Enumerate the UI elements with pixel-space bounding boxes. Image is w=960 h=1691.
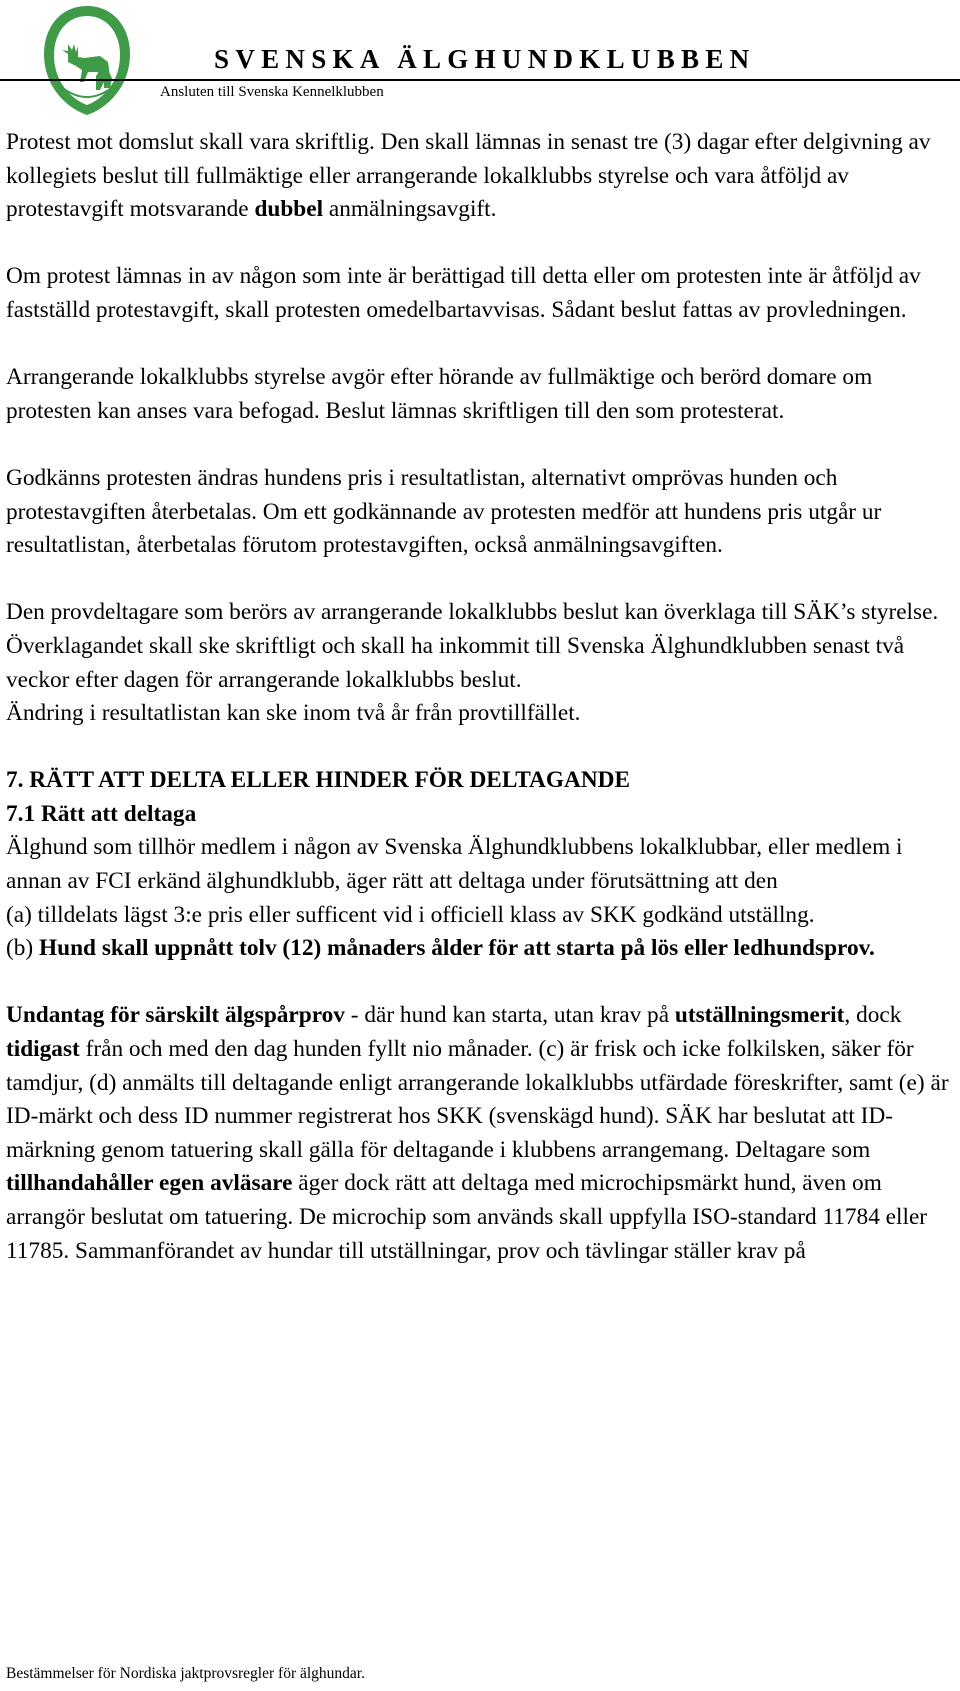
emphasis-text: Undantag för särskilt älgspårprov (6, 1002, 345, 1029)
emphasis-text: tillhandahåller egen avläsare (6, 1170, 293, 1197)
paragraph-result-change: Ändring i resultatlistan kan ske inom två år från provtillfället. (6, 700, 581, 727)
organization-subtitle: Ansluten till Svenska Kennelklubben (160, 84, 384, 100)
paragraph-text: äger dock rätt att deltaga med microchipsmärkt hund, även om arrangör beslutat om tatuering. De microchip som används skall uppfylla ISO-standard 11784 eller 11785. Sammanförandet av hundar till utställningar, prov och tävlingar ställer krav på (6, 1170, 928, 1264)
paragraph-protest-rejection: Om protest lämnas in av någon som inte är berättigad till detta eller om protesten inte är åtföljd av fastställd protestavgift, skall protesten omedelbartavvisas. Sådant beslut fattas av provledningen. (6, 263, 921, 323)
emphasis-text: dubbel (254, 196, 324, 223)
paragraph-exception (6, 999, 956, 1268)
paragraph-protest-approved: Godkänns protesten ändras hundens pris i resultatlistan, alternativt omprövas hunden och protestavgiften återbetalas. Om ett godkännande av protesten medför att hundens pris utgår ur resultatlistan, återbetalas förutom protestavgiften, också anmälningsavgiften. (6, 464, 882, 559)
section-heading: 7. RÄTT ATT DELTA ELLER HINDER FÖR DELTAGANDE (6, 767, 631, 794)
document-body (6, 126, 956, 1268)
page-footer: Bestämmelser för Nordiska jaktprovsregler för älghundar. (6, 1665, 365, 1682)
paragraph-appeal: Den provdeltagare som berörs av arrangerande lokalklubbs beslut kan överklaga till SÄK’s styrelse. Överklagandet skall ske skriftligt och skall ha inkommit till Svenska Älghundklubben senast två veckor efter dagen för arrangerande lokalklubbs beslut. (6, 599, 939, 693)
paragraph-text: Protest mot domslut skall vara skriftlig. Den skall lämnas in senast tre (3) dagar efter delgivning av kollegiets beslut till fullmäktige eller arrangerande lokalklubbs styrelse och vara åtföljd av protestavgift motsvarande (6, 129, 931, 223)
page-header (0, 0, 960, 120)
paragraph-condition-a: (a) tilldelats lägst 3:e pris eller sufficent vid i officiell klass av SKK godkänd utställng. (6, 901, 815, 928)
club-logo-icon (38, 2, 136, 118)
paragraph-board-decision: Arrangerande lokalklubbs styrelse avgör efter hörande av fullmäktige och berörd domare om protesten kan anses vara befogad. Beslut lämnas skriftligen till den som protesterat. (6, 364, 873, 424)
paragraph-protest-written (6, 126, 956, 227)
emphasis-text: Hund skall uppnått tolv (12) månaders ålder för att starta på lös eller ledhundsprov. (39, 935, 875, 962)
paragraph-text: från och med den dag hunden fyllt nio månader. (c) är frisk och icke folkilsken, säker för tamdjur, (d) anmälts till deltagande enligt arrangerande lokalklubbs utfärdade föreskrifter, samt (e) är ID-märkt och dess ID nummer registrerat hos SKK (svenskägd hund). SÄK har beslutat att ID-märkning genom tatuering skall gälla för deltagande i klubbens arrangemang. Deltagare som (6, 1036, 949, 1163)
emphasis-text: tidigast (6, 1036, 80, 1063)
header-divider (0, 79, 960, 81)
paragraph-text: , dock (844, 1002, 902, 1029)
paragraph-condition-b (6, 932, 956, 966)
subsection-heading: 7.1 Rätt att deltaga (6, 800, 197, 827)
paragraph-text: - där hund kan starta, utan krav på (344, 1002, 675, 1029)
emphasis-text: utställningsmerit (674, 1002, 845, 1029)
paragraph-text: anmälningsavgift. (323, 196, 497, 223)
paragraph-eligibility: Älghund som tillhör medlem i någon av Svenska Älghundklubbens lokalklubbar, eller medlem i annan av FCI erkänd älghundklubb, äger rätt att deltaga under förutsättning att den (6, 834, 903, 895)
paragraph-text: (b) (6, 935, 39, 962)
organization-name: SVENSKA ÄLGHUNDKLUBBEN (214, 44, 756, 74)
